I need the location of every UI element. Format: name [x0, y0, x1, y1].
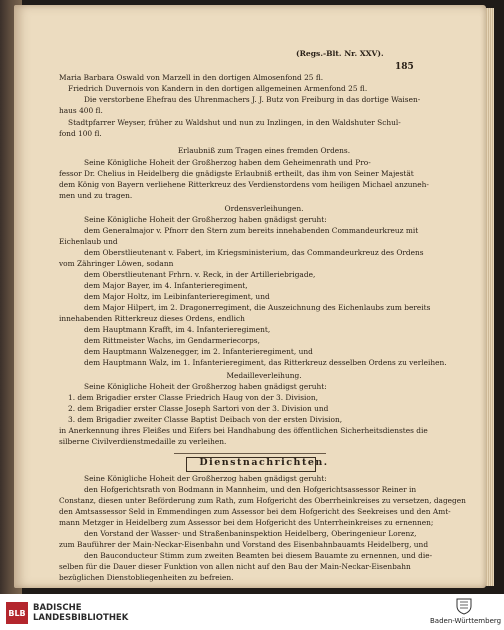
library-name-line2: LANDESBIBLIOTHEK	[33, 613, 129, 623]
paragraph-line: dem Hauptmann Walz, im 1. Infanterieregiment, das Ritterkreuz desselben Ordens zu verleihen.	[84, 358, 447, 367]
page-number: 185	[395, 62, 414, 72]
page-stack-edge	[486, 8, 494, 586]
paragraph-line: silberne Civilverdienstmedaille zu verleihen.	[59, 437, 227, 446]
paragraph-line: fessor Dr. Chelius in Heidelberg die gnädigste Erlaubniß ertheilt, das ihm von Seiner Majestät	[59, 169, 414, 178]
library-name-line1: BADISCHE	[33, 603, 82, 613]
paragraph-line: dem Oberstlieutenant Frhrn. v. Reck, in der Artilleriebrigade,	[84, 270, 316, 279]
paragraph-line: dem Rittmeister Wachs, im Gendarmeriecorps,	[84, 336, 260, 345]
paragraph-line: den Amtsassessor Seld in Emmendingen zum Assessor bei dem Hofgericht des Seekreises und den Amt-	[59, 507, 451, 516]
paragraph-line: Seine Königliche Hoheit der Großherzog haben gnädigst geruht:	[84, 474, 327, 483]
partner-name: Baden-Württemberg	[430, 617, 502, 625]
paragraph-line: den Vorstand der Wasser- und Straßenbaninspektion Heidelberg, Oberingenieur Lorenz,	[84, 529, 417, 538]
list-item: Die verstorbene Ehefrau des Uhrenmachers J. J. Butz von Freiburg in das dortige Waisen-	[84, 95, 421, 104]
paragraph-line: innehabenden Ritterkreuz dieses Ordens, endlich	[59, 314, 245, 323]
library-name	[33, 603, 128, 623]
paragraph-line: dem Major Holtz, im Leibinfanterieregiment, und	[84, 292, 270, 301]
paragraph-line: Eichenlaub und	[59, 237, 118, 246]
bw-crest-icon	[454, 597, 474, 615]
paragraph-line: dem König von Bayern verliehene Ritterkreuz des Verdienstordens vom heiligen Michael anzuneh-	[59, 180, 429, 189]
paragraph-line: dem Generalmajor v. Pfnorr den Stern zum bereits innehabenden Commandeurkreuz mit	[84, 226, 419, 235]
running-head: (Regs.-Blt. Nr. XXV).	[296, 49, 384, 58]
paragraph-line: vom Zähringer Löwen, sodann	[59, 259, 174, 268]
divider-line	[174, 453, 326, 454]
paragraph-line: dem Hauptmann Krafft, im 4. Infanterieregiment,	[84, 325, 271, 334]
paragraph-line: 2. dem Brigadier erster Classe Joseph Sartori von der 3. Division und	[68, 404, 329, 413]
blb-logo-text: BLB	[8, 608, 26, 618]
paragraph-line: 3. dem Brigadier zweiter Classe Baptist Deibach von der ersten Division,	[68, 415, 343, 424]
paragraph-line: 1. dem Brigadier erster Classe Friedrich Haug von der 3. Division,	[68, 393, 318, 402]
paragraph-line: Seine Königliche Hoheit der Großherzog haben dem Geheimenrath und Pro-	[84, 158, 371, 167]
section-title-foreign-order: Erlaubniß zum Tragen eines fremden Ordens.	[177, 146, 351, 155]
list-item: Friedrich Duvernois von Kandern in den dortigen allgemeinen Armenfond 25 fl.	[68, 84, 368, 93]
paragraph-line: dem Major Bayer, im 4. Infanterieregiment,	[84, 281, 248, 290]
paragraph-line: den Hofgerichtsrath von Bodmann in Mannheim, und den Hofgerichtsassessor Reiner in	[84, 485, 417, 494]
section-title-service-news: Dienstnachrichten.	[199, 457, 329, 468]
document-page	[14, 5, 486, 588]
paragraph-line: in Anerkennung ihres Fleißes und Eifers bei Handhabung des öffentlichen Sicherheitsdienstes die	[59, 426, 428, 435]
list-item: haus 400 fl.	[59, 106, 103, 115]
paragraph-line: den Bauconducteur Stimm zum zweiten Beamten bei diesem Bauamte zu ernennen, und die-	[84, 551, 433, 560]
paragraph-line: zum Bauführer der Main-Neckar-Eisenbahn und Vorstand des Eisenbahnbauamts Heidelberg, und	[59, 540, 429, 549]
paragraph-line: Seine Königliche Hoheit der Großherzog haben gnädigst geruht:	[84, 382, 327, 391]
blb-logo	[6, 602, 28, 624]
list-item: fond 100 fl.	[59, 129, 102, 138]
paragraph-line: men und zu tragen.	[59, 191, 133, 200]
paragraph-line: dem Major Hilpert, im 2. Dragonerregiment, die Auszeichnung des Eichenlaubs zum bereits	[84, 303, 431, 312]
section-title-medal: Medailleverleihung.	[226, 371, 302, 380]
section-title-orders: Ordensverleihungen.	[224, 204, 304, 213]
list-item: Stadtpfarrer Weyser, früher zu Waldshut und nun zu Inzlingen, in den Waldshuter Schul-	[68, 118, 401, 127]
paragraph-line: bezüglichen Dienstobliegenheiten zu befreien.	[59, 573, 234, 582]
paragraph-line: mann Metzger in Heidelberg zum Assessor bei dem Hofgericht des Unterrheinkreises zu ernennen;	[59, 518, 434, 527]
list-item: Maria Barbara Oswald von Marzell in den dortigen Almosenfond 25 fl.	[59, 73, 324, 82]
paragraph-line: Seine Königliche Hoheit der Großherzog haben gnädigst geruht:	[84, 215, 327, 224]
paragraph-line: Constanz, diesen unter Beförderung zum Rath, zum Hofgericht des Oberrheinkreises zu versetzen, dagegen	[59, 496, 466, 505]
paragraph-line: selben für die Dauer dieser Funktion von allen nicht auf den Bau der Main-Neckar-Eisenbahn	[59, 562, 411, 571]
paragraph-line: dem Hauptmann Walzenegger, im 2. Infanterieregiment, und	[84, 347, 313, 356]
paragraph-line: dem Oberstlieutenant v. Fabert, im Kriegsministerium, das Commandeurkreuz des Ordens	[84, 248, 424, 257]
